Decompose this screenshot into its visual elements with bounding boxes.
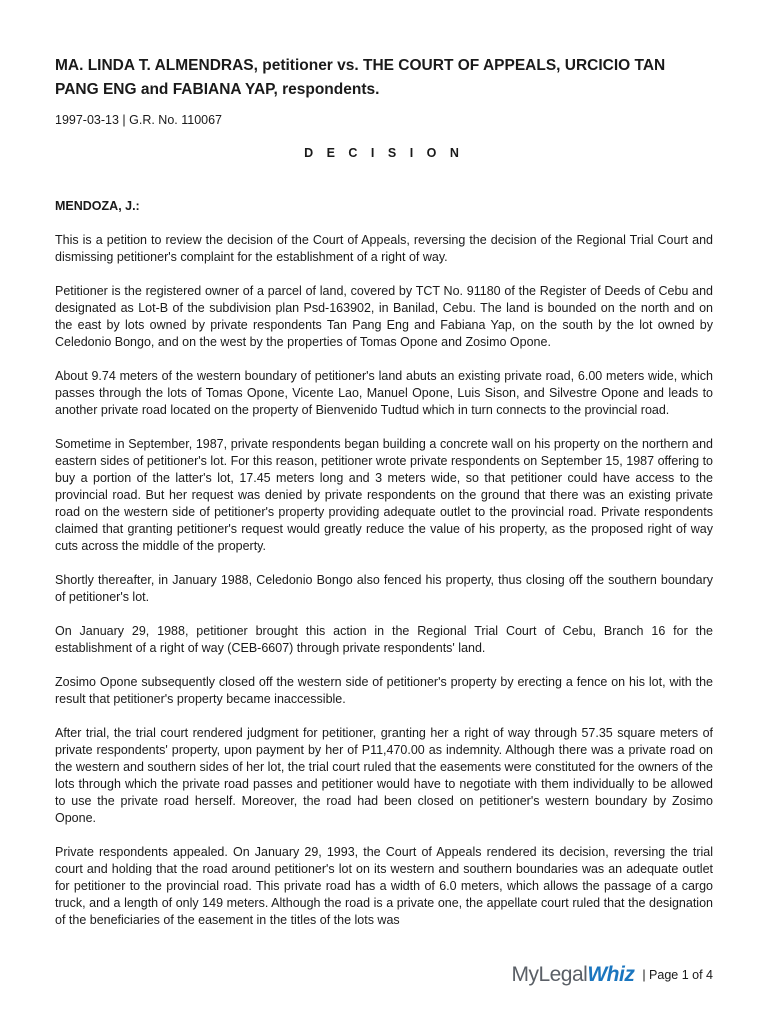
case-date-gr-number: 1997-03-13 | G.R. No. 110067: [55, 113, 223, 127]
paragraph: Shortly thereafter, in January 1988, Celedonio Bongo also fenced his property, thus closing off the southern boundary of petitioner's lot.: [55, 573, 713, 604]
decision-heading: D E C I S I O N: [304, 146, 464, 160]
paragraph: On January 29, 1988, petitioner brought this action in the Regional Trial Court of Cebu, Branch 16 for the establishment of a right of way (CEB-6607) through private respondents' land.: [55, 624, 713, 655]
paragraph: Private respondents appealed. On January 29, 1993, the Court of Appeals rendered its decision, reversing the trial court and holding that the road around petitioner's lot on its western and southern boundaries was an adequate outlet for petitioner to the provincial road. This private road has a width of 6.0 meters, which allows the passage of a cargo truck, and a length of only 149 meters. Although the road is a private one, the appellate court ruled that the designation of the beneficiaries of the easement in the titles of the lots was: [55, 845, 713, 927]
page-footer: [511, 963, 713, 987]
document-page: [55, 0, 713, 1024]
paragraph: After trial, the trial court rendered judgment for petitioner, granting her a right of way through 57.35 square meters of private respondents' property, upon payment by her of P11,470.00 as indemnity. Although there was a private road on the western and southern sides of her lot, the trial court ruled that the easements were constituted for the owners of the lots through which the private road passes and petitioner would have to negotiate with them individually to be allowed to use the private road herself. Moreover, the road had been closed on petitioner's western boundary by Zosimo Opone.: [55, 726, 714, 825]
mylegalwhiz-logo: [511, 963, 634, 987]
ponente: MENDOZA, J.:: [55, 199, 140, 213]
paragraph: Petitioner is the registered owner of a parcel of land, covered by TCT No. 91180 of the Register of Deeds of Cebu and designated as Lot-B of the subdivision plan Psd-163902, in Banilad, Cebu. The land is bounded on the north and on the east by lots owned by private respondents Tan Pang Eng and Fabiana Yap, on the south by the lot owned by Celedonio Bongo, and on the west by the properties of Tomas Opone and Zosimo Opone.: [55, 284, 713, 349]
page-number: | Page 1 of 4: [642, 968, 713, 982]
logo-text-mylegal: MyLegal: [511, 963, 588, 986]
paragraph: Zosimo Opone subsequently closed off the western side of petitioner's property by erecting a fence on his lot, with the result that petitioner's property became inaccessible.: [55, 675, 713, 706]
logo-text-whiz: Whiz: [587, 963, 635, 986]
paragraph: Sometime in September, 1987, private respondents began building a concrete wall on his property on the northern and eastern sides of petitioner's lot. For this reason, petitioner wrote private respondents on September 15, 1987 offering to buy a portion of the latter's lot, 17.45 meters long and 3 meters wide, so that petitioner could have access to the provincial road. But her request was denied by private respondents on the ground that there was an existing private road on the western side of petitioner's property providing adequate outlet to the provincial road. Private respondents claimed that granting petitioner's request would greatly reduce the value of his property, as the proposed right of way cuts across the middle of the property.: [55, 437, 713, 553]
paragraph: This is a petition to review the decision of the Court of Appeals, reversing the decision of the Regional Trial Court and dismissing petitioner's complaint for the establishment of a right of way.: [55, 233, 713, 264]
case-title: MA. LINDA T. ALMENDRAS, petitioner vs. THE COURT OF APPEALS, URCICIO TAN PANG ENG and FABIANA YAP, respondents.: [55, 57, 666, 98]
paragraph: About 9.74 meters of the western boundary of petitioner's land abuts an existing private road, 6.00 meters wide, which passes through the lots of Tomas Opone, Vicente Lao, Manuel Opone, Luis Sison, and Silvestre Opone and leads to another private road located on the property of Bienvenido Tudtud which in turn connects to the provincial road.: [55, 369, 713, 417]
decision-body: [55, 232, 713, 946]
